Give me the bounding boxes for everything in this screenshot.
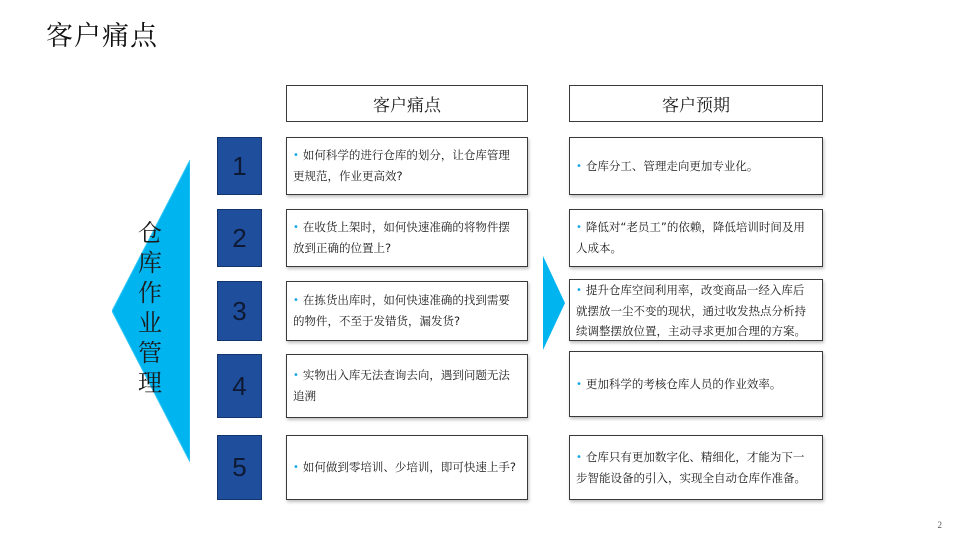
pain-text: 实物出入库无法查询去向，遇到问题无法追溯 — [293, 368, 510, 403]
side-label-char: 仓 — [138, 219, 162, 247]
bullet-icon: • — [576, 378, 582, 390]
expect-text: 仓库只有更加数字化、精细化，才能为下一步智能设备的引入，实现全自动仓库作准备。 — [576, 449, 806, 485]
page-title: 客户痛点 — [46, 21, 158, 52]
expect-card-3 — [569, 279, 823, 341]
side-label — [127, 218, 173, 398]
row-number-3: 3 — [217, 281, 262, 341]
expect-card-5 — [569, 435, 823, 500]
bullet-icon: • — [576, 222, 582, 233]
expect-card-4 — [569, 351, 823, 417]
pain-text: 如何科学的进行仓库的划分，让仓库管理更规范，作业更高效? — [293, 148, 510, 183]
bullet-icon: • — [576, 160, 582, 172]
row-number-4: 4 — [217, 354, 262, 418]
header-expect: 客户预期 — [569, 85, 823, 122]
expect-text: 仓库分工、管理走向更加专业化。 — [585, 158, 759, 173]
pain-card-2 — [286, 209, 528, 267]
pain-card-5 — [286, 435, 528, 500]
side-label-char: 作 — [138, 279, 162, 307]
bullet-icon: • — [293, 462, 299, 473]
row-number-2: 2 — [217, 209, 262, 267]
side-label-char: 业 — [138, 309, 162, 337]
bullet-icon: • — [293, 222, 299, 233]
pain-card-1 — [286, 137, 528, 195]
page-number: 2 — [937, 520, 942, 530]
pain-card-3 — [286, 281, 528, 341]
bullet-icon: • — [576, 284, 582, 296]
bullet-icon: • — [293, 150, 299, 161]
pain-text: 在拣货出库时，如何快速准确的找到需要的物件，不至于发错货，漏发货? — [293, 293, 510, 328]
expect-card-2 — [569, 209, 823, 267]
pain-text: 如何做到零培训、少培训，即可快速上手? — [302, 460, 517, 474]
row-number-1: 1 — [217, 137, 262, 195]
bullet-icon: • — [576, 451, 582, 463]
side-label-char: 理 — [138, 369, 162, 397]
pain-card-4 — [286, 354, 528, 418]
expect-text: 更加科学的考核仓库人员的作业效率。 — [585, 376, 782, 391]
expect-text: 提升仓库空间利用率，改变商品一经入库后就摆放一尘不变的现状，通过收发热点分析持续调整摆放位置，主动寻求更加合理的方案。 — [576, 282, 806, 338]
side-label-char: 库 — [138, 249, 162, 277]
bullet-icon: • — [293, 295, 299, 306]
pain-text: 在收货上架时，如何快速准确的将物件摆放到正确的位置上? — [293, 220, 510, 255]
bullet-icon: • — [293, 370, 299, 381]
arrow-icon — [543, 256, 565, 350]
row-number-5: 5 — [217, 435, 262, 500]
expect-text: 降低对“老员工”的依赖，降低培训时间及用人成本。 — [576, 220, 805, 255]
side-label-char: 管 — [138, 339, 162, 367]
expect-card-1 — [569, 137, 823, 195]
header-pain: 客户痛点 — [286, 85, 528, 122]
